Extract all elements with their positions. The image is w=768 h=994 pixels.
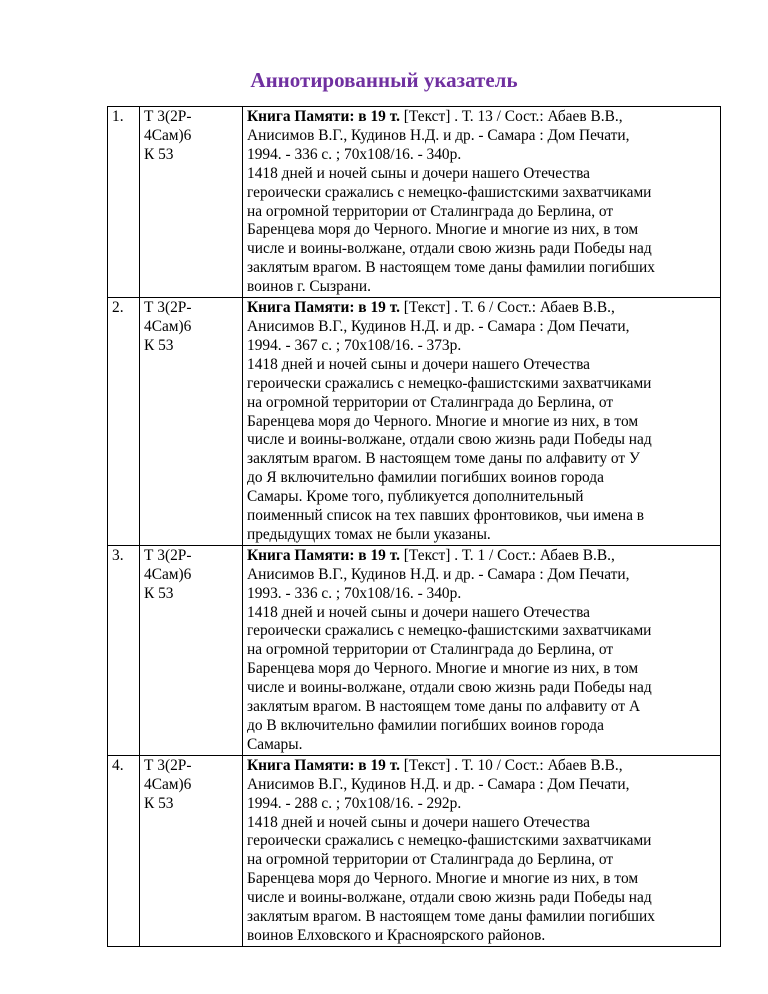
description-line [247, 221, 716, 240]
description-text: на огромной территории от Сталинграда до Берлина, от [247, 851, 614, 869]
classification-code-line: Т 3(2Р- [144, 756, 192, 774]
description-line [247, 488, 716, 507]
classification-code-line: Т 3(2Р- [144, 546, 192, 564]
description-text: 1993. - 336 с. ; 70х108/16. - 340р. [247, 584, 462, 602]
description-line [247, 356, 716, 375]
description-text: на огромной территории от Сталинграда до Берлина, от [247, 641, 614, 659]
description-line [247, 507, 716, 526]
description-text: предыдущих томах не были указаны. [247, 525, 491, 543]
description-text: числе и воины-волжане, отдали свою жизнь ради Победы над [247, 431, 652, 449]
description-line [247, 318, 716, 337]
description-line [247, 814, 716, 833]
description-text: [Текст] . Т. 10 / Сост.: Абаев В.В., [399, 756, 623, 774]
description-line [247, 660, 716, 679]
description-line [247, 146, 716, 165]
annotated-index-body [108, 107, 721, 947]
entry-description [243, 107, 721, 298]
description-text: на огромной территории от Сталинграда до Берлина, от [247, 393, 614, 411]
description-text: воинов г. Сызрани. [247, 278, 371, 296]
description-line [247, 870, 716, 889]
description-line [247, 394, 716, 413]
description-line [247, 240, 716, 259]
description-text: Анисимов В.Г., Кудинов Н.Д. и др. - Самара : Дом Печати, [247, 775, 630, 793]
classification-code-line: 4Сам)6 [144, 775, 192, 793]
classification-code-line: К 53 [144, 794, 174, 812]
description-text: 1418 дней и ночей сыны и дочери нашего Отечества [247, 355, 590, 373]
description-line [247, 278, 716, 297]
description-text: 1418 дней и ночей сыны и дочери нашего Отечества [247, 603, 590, 621]
annotated-index-table [107, 106, 721, 947]
description-text: [Текст] . Т. 6 / Сост.: Абаев В.В., [399, 299, 615, 317]
entry-number: 2. [108, 298, 140, 546]
description-text: героически сражались с немецко-фашистскими захватчиками [247, 183, 652, 201]
entry-description [243, 298, 721, 546]
description-line [247, 832, 716, 851]
book-title: Книга Памяти: в 19 т. [247, 108, 400, 125]
description-text: Самары. [247, 735, 303, 753]
description-text: заклятым врагом. В настоящем томе даны фамилии погибших [247, 259, 655, 277]
table-row [108, 755, 721, 946]
description-text: Анисимов В.Г., Кудинов Н.Д. и др. - Самара : Дом Печати, [247, 317, 630, 335]
description-text: 1418 дней и ночей сыны и дочери нашего Отечества [247, 164, 590, 182]
description-line [247, 337, 716, 356]
description-text: Баренцева моря до Черного. Многие и многие из них, в том [247, 221, 639, 239]
description-text: заклятым врагом. В настоящем томе даны фамилии погибших [247, 908, 655, 926]
classification-code-line: К 53 [144, 336, 174, 354]
description-line [247, 679, 716, 698]
description-text: героически сражались с немецко-фашистскими захватчиками [247, 622, 652, 640]
description-text: Баренцева моря до Черного. Многие и многие из них, в том [247, 412, 639, 430]
entry-number: 1. [108, 107, 140, 298]
classification-code-line: К 53 [144, 145, 174, 163]
page-title: Аннотированный указатель [250, 68, 518, 92]
classification-code-line: К 53 [144, 584, 174, 602]
description-text: Анисимов В.Г., Кудинов Н.Д. и др. - Самара : Дом Печати, [247, 565, 630, 583]
description-line [247, 259, 716, 278]
description-text: числе и воины-волжане, отдали свою жизнь ради Победы над [247, 679, 652, 697]
description-line [247, 622, 716, 641]
description-text: на огромной территории от Сталинграда до Берлина, от [247, 202, 614, 220]
description-line [247, 795, 716, 814]
description-line [247, 736, 716, 755]
table-row [108, 298, 721, 546]
description-text: героически сражались с немецко-фашистскими захватчиками [247, 832, 652, 850]
description-text: Анисимов В.Г., Кудинов Н.Д. и др. - Самара : Дом Печати, [247, 126, 630, 144]
description-line [247, 413, 716, 432]
classification-code-line: 4Сам)6 [144, 565, 192, 583]
classification-code-line: Т 3(2Р- [144, 108, 192, 125]
description-line [247, 698, 716, 717]
description-text: Самары. Кроме того, публикуется дополнительный [247, 488, 584, 506]
book-title: Книга Памяти: в 19 т. [247, 756, 400, 774]
description-line [247, 908, 716, 927]
description-line [247, 927, 716, 946]
classification-code-line: 4Сам)6 [144, 126, 192, 144]
entry-number: 4. [108, 755, 140, 946]
description-line [247, 526, 716, 545]
classification-code [140, 755, 243, 946]
description-line [247, 127, 716, 146]
description-line [247, 585, 716, 604]
entry-description [243, 755, 721, 946]
description-text: Баренцева моря до Черного. Многие и многие из них, в том [247, 660, 639, 678]
description-line [247, 299, 716, 318]
description-line [247, 717, 716, 736]
description-text: 1994. - 288 с. ; 70х108/16. - 292р. [247, 794, 462, 812]
description-line [247, 165, 716, 184]
description-line [247, 757, 716, 776]
description-line [247, 203, 716, 222]
description-text: 1994. - 367 с. ; 70х108/16. - 373р. [247, 336, 462, 354]
description-text: [Текст] . Т. 13 / Сост.: Абаев В.В., [399, 108, 623, 125]
description-line [247, 431, 716, 450]
description-text: заклятым врагом. В настоящем томе даны по алфавиту от А [247, 698, 641, 716]
book-title: Книга Памяти: в 19 т. [247, 546, 400, 564]
classification-code [140, 545, 243, 755]
description-text: Баренцева моря до Черного. Многие и многие из них, в том [247, 870, 639, 888]
entry-number: 3. [108, 545, 140, 755]
description-line [247, 889, 716, 908]
description-text: поименный список на тех павших фронтовиков, чьи имена в [247, 507, 645, 525]
description-line [247, 450, 716, 469]
description-line [247, 547, 716, 566]
description-text: числе и воины-волжане, отдали свою жизнь ради Победы над [247, 240, 652, 258]
description-line [247, 851, 716, 870]
book-title: Книга Памяти: в 19 т. [247, 299, 400, 317]
table-row [108, 545, 721, 755]
description-line [247, 469, 716, 488]
description-text: 1994. - 336 с. ; 70х108/16. - 340р. [247, 145, 462, 163]
description-text: заклятым врагом. В настоящем томе даны по алфавиту от У [247, 450, 640, 468]
description-text: [Текст] . Т. 1 / Сост.: Абаев В.В., [399, 546, 615, 564]
description-text: 1418 дней и ночей сыны и дочери нашего Отечества [247, 813, 590, 831]
description-text: воинов Елховского и Красноярского районов. [247, 926, 546, 944]
description-line [247, 375, 716, 394]
description-line [247, 604, 716, 623]
entry-description [243, 545, 721, 755]
description-text: до В включительно фамилии погибших воинов города [247, 717, 604, 734]
classification-code-line: 4Сам)6 [144, 317, 192, 335]
description-line [247, 108, 716, 127]
description-line [247, 776, 716, 795]
description-line [247, 641, 716, 660]
description-line [247, 566, 716, 585]
classification-code [140, 107, 243, 298]
description-text: до Я включительно фамилии погибших воинов города [247, 469, 604, 487]
description-text: героически сражались с немецко-фашистскими захватчиками [247, 374, 652, 392]
table-row [108, 107, 721, 298]
description-line [247, 184, 716, 203]
classification-code-line: Т 3(2Р- [144, 299, 192, 317]
description-text: числе и воины-волжане, отдали свою жизнь ради Победы над [247, 889, 652, 907]
classification-code [140, 298, 243, 546]
